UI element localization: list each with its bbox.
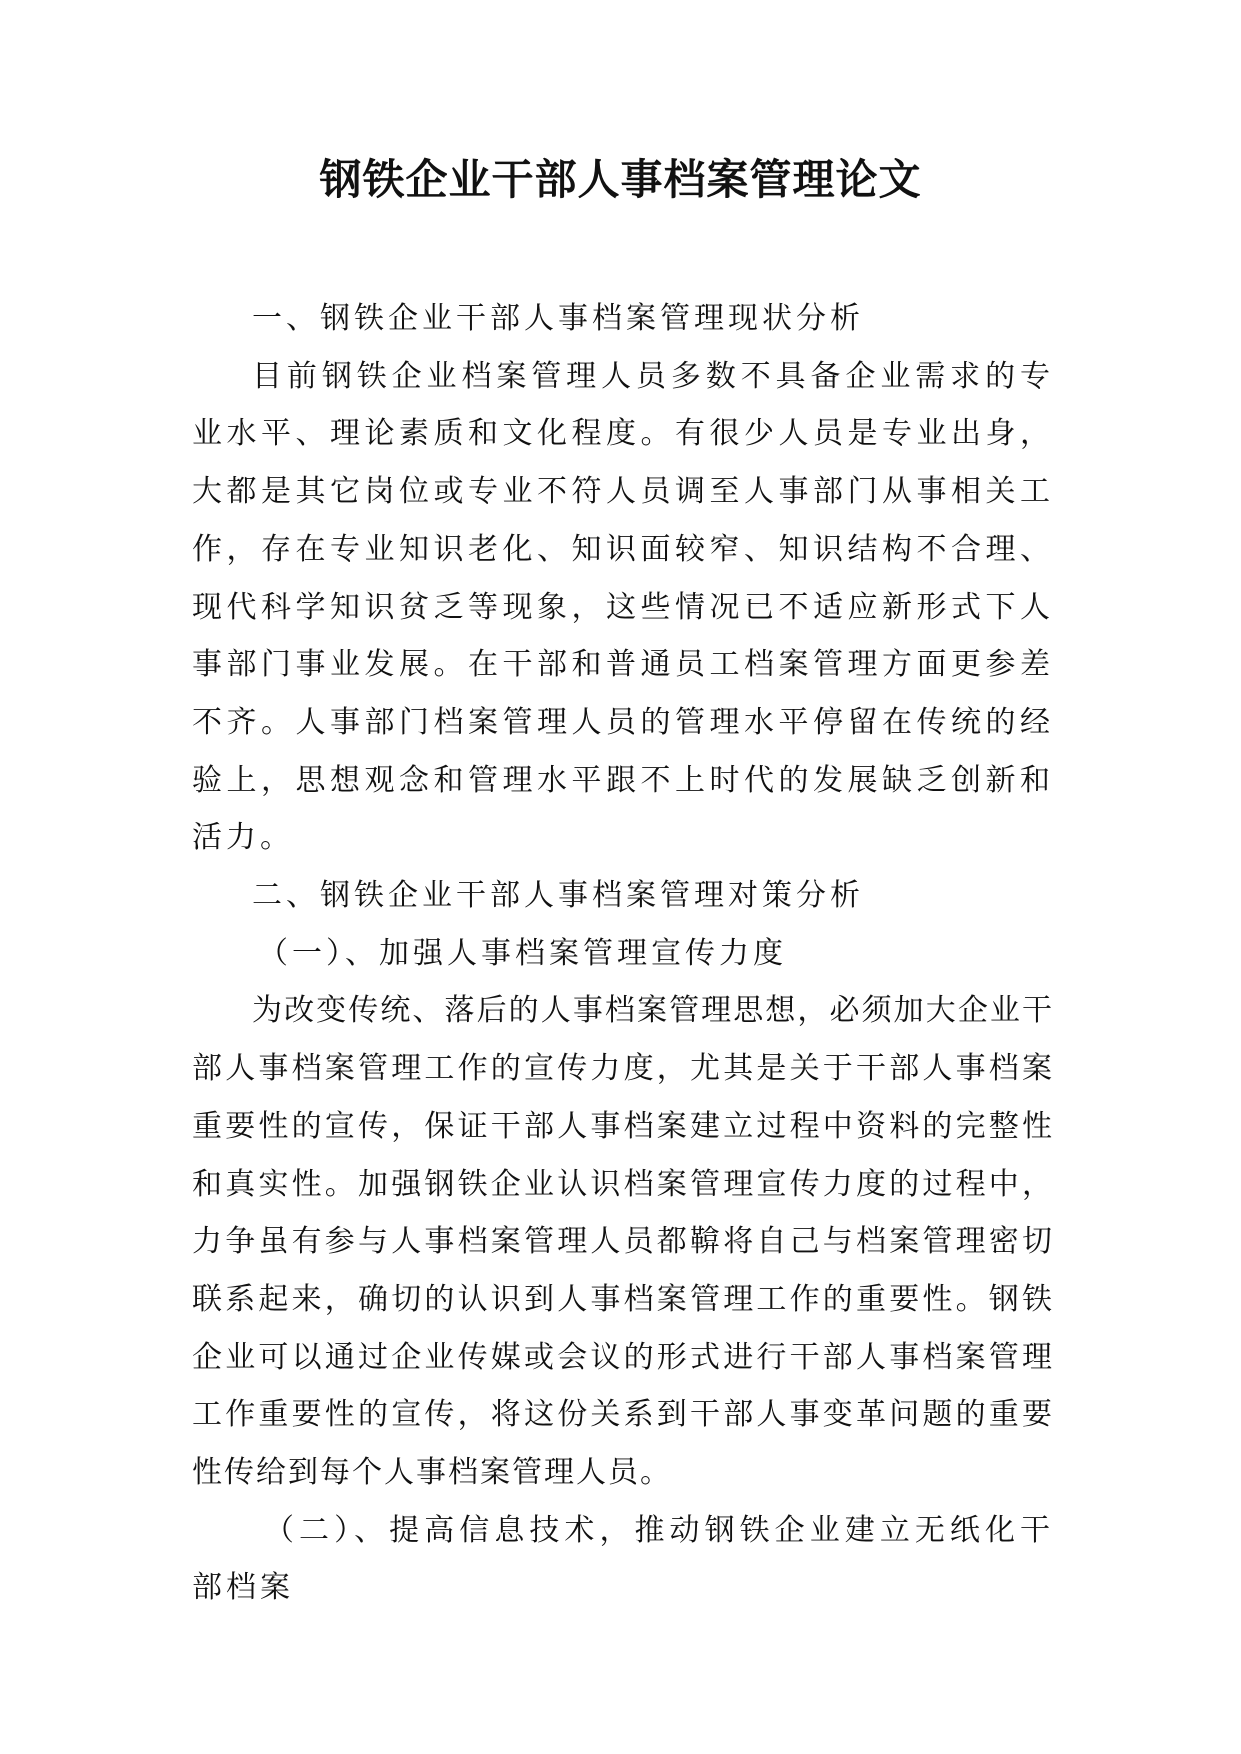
document-body [192, 290, 1054, 1617]
body-paragraph-1: 目前钢铁企业档案管理人员多数不具备企业需求的专业水平、理论素质和文化程度。有很少人员是专业出身，大都是其它岗位或专业不符人员调至人事部门从事相关工作，存在专业知识老化、知识面较窄、知识结构不合理、现代科学知识贫乏等现象，这些情况已不适应新形式下人事部门事业发展。在干部和普通员工档案管理方面更参差不齐。人事部门档案管理人员的管理水平停留在传统的经验上，思想观念和管理水平跟不上时代的发展缺乏创新和活力。 [192, 358, 1054, 856]
body-paragraph-2: 为改变传统、落后的人事档案管理思想，必须加大企业干部人事档案管理工作的宣传力度，尤其是关于干部人事档案重要性的宣传，保证干部人事档案建立过程中资料的完整性和真实性。加强钢铁企业认识档案管理宣传力度的过程中，力争虽有参与人事档案管理人员都鞥将自己与档案管理密切联系起来，确切的认识到人事档案管理工作的重要性。钢铁企业可以通过企业传媒或会议的形式进行干部人事档案管理工作重要性的宣传，将这份关系到干部人事变革问题的重要性传给到每个人事档案管理人员。 [192, 993, 1054, 1491]
section-heading-2: 二、钢铁企业干部人事档案管理对策分析 [252, 878, 864, 914]
subsection-heading-2: （二）、提高信息技术，推动钢铁企业建立无纸化干部档案 [192, 1512, 1054, 1606]
subsection-heading-1: （一）、加强人事档案管理宣传力度 [258, 935, 787, 971]
section-heading-1: 一、钢铁企业干部人事档案管理现状分析 [252, 301, 864, 336]
document-title: 钢铁企业干部人事档案管理论文 [319, 155, 922, 204]
